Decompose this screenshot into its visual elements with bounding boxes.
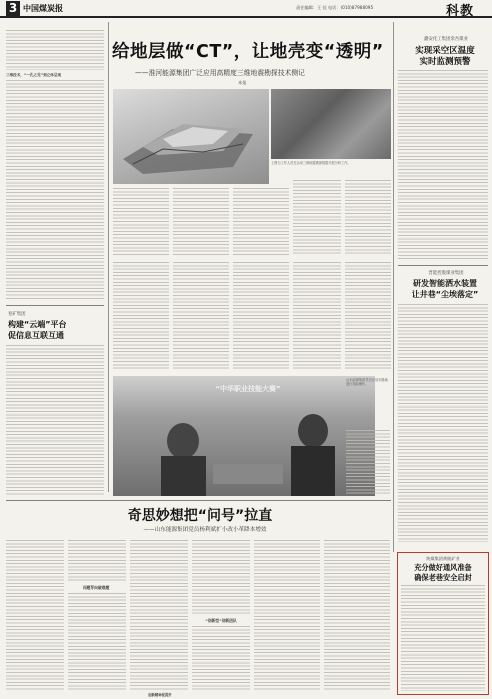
bottom-body-col-6 <box>324 540 390 690</box>
left-mid-headline-1: 构建“云端”平台 <box>8 320 67 329</box>
paper-name: 中国煤炭报 <box>23 4 63 13</box>
bottom-subhead: ——山东能源集团党员杨利斌扩小改小革降本增效 <box>143 527 267 533</box>
boxed-headline-1: 充分做好通风准备 <box>414 563 472 572</box>
bottom-body-col-5 <box>254 540 320 690</box>
right-top-headline-2: 实时监测预警 <box>419 57 471 67</box>
page-info: 责任编辑：王 佳 电话：(010)87988095 <box>296 5 374 10</box>
left-mid-body <box>6 345 104 495</box>
lead-photo-caption: 上图为工作人员在运用三维地震勘探数据开展分析工作。 <box>271 161 351 165</box>
section-title: 科教 <box>446 4 475 19</box>
lead-photo-2 <box>271 89 391 159</box>
bottom-body-col-2 <box>68 540 126 582</box>
bottom-subheading-2: “创新型”创新团队 <box>192 618 250 624</box>
bottom-body-col-2b <box>68 593 126 690</box>
boxed-body <box>401 585 485 691</box>
right-top-body <box>398 70 488 260</box>
lead-body-col-1 <box>113 188 169 256</box>
bottom-body-col-4b <box>192 626 250 690</box>
boxed-headline-2: 确保老巷安全启封 <box>414 573 472 582</box>
mid-body-col-3 <box>233 262 289 370</box>
boxed-kicker: 陕煤集团黄陵矿业 <box>426 556 460 561</box>
middle-photo <box>113 376 375 496</box>
left-mid-headline-2: 促信息互联互通 <box>8 331 64 340</box>
lead-body-col-3 <box>233 188 289 256</box>
lead-byline: 本报 <box>238 80 247 85</box>
bottom-subheading-1: 问题导向破难题 <box>66 585 126 591</box>
middle-photo-caption: 山东能源集团党员在培训基地进行技能操作。 <box>346 378 388 386</box>
lead-headline: 给地层做“CT”，让地壳变“透明” <box>112 42 384 62</box>
bottom-subheading-3: 创新精神促提升 <box>148 693 172 697</box>
left-column-text-top <box>6 30 104 70</box>
bottom-body-col-3 <box>130 540 188 690</box>
right-mid-headline-1: 研发智能洒水装置 <box>413 279 477 288</box>
bottom-body-col-4 <box>192 540 250 615</box>
lead-photo <box>113 89 269 184</box>
mid-body-col-5 <box>345 262 391 370</box>
photo-banner: “中华职业技能大赛” <box>215 385 281 393</box>
mid-body-col-2 <box>173 262 229 370</box>
right-mid-kicker: 晋能控股煤业集团 <box>428 271 464 276</box>
mid-body-col-1 <box>113 262 169 370</box>
lead-subhead: ——淮河能源集团广泛应用高精度三维地震勘探技术侧记 <box>135 69 305 77</box>
right-mid-headline-2: 让井巷“尘埃落定” <box>411 290 479 299</box>
left-mid-kicker: 兖矿集团 <box>8 312 26 317</box>
lead-body-col-2 <box>173 188 229 256</box>
right-top-headline-1: 实现采空区温度 <box>415 46 475 56</box>
masthead <box>0 0 492 18</box>
right-mid-body <box>398 304 488 542</box>
middle-side-body <box>346 430 390 496</box>
lead-body-col-4 <box>293 180 341 256</box>
boxed-story <box>397 552 489 695</box>
bottom-headline: 奇思妙想把“问号”拉直 <box>127 508 273 524</box>
mid-body-col-4 <box>293 262 341 370</box>
right-top-kicker: 潞安化工集团余吾煤业 <box>424 37 468 42</box>
lead-body-col-5 <box>345 180 391 256</box>
left-subheading: 三维技术，“一孔之见”到立体呈现 <box>6 73 62 77</box>
bottom-body-col-1 <box>6 540 64 690</box>
left-column-text-mid <box>6 80 104 300</box>
page-number: 3 <box>6 1 20 16</box>
